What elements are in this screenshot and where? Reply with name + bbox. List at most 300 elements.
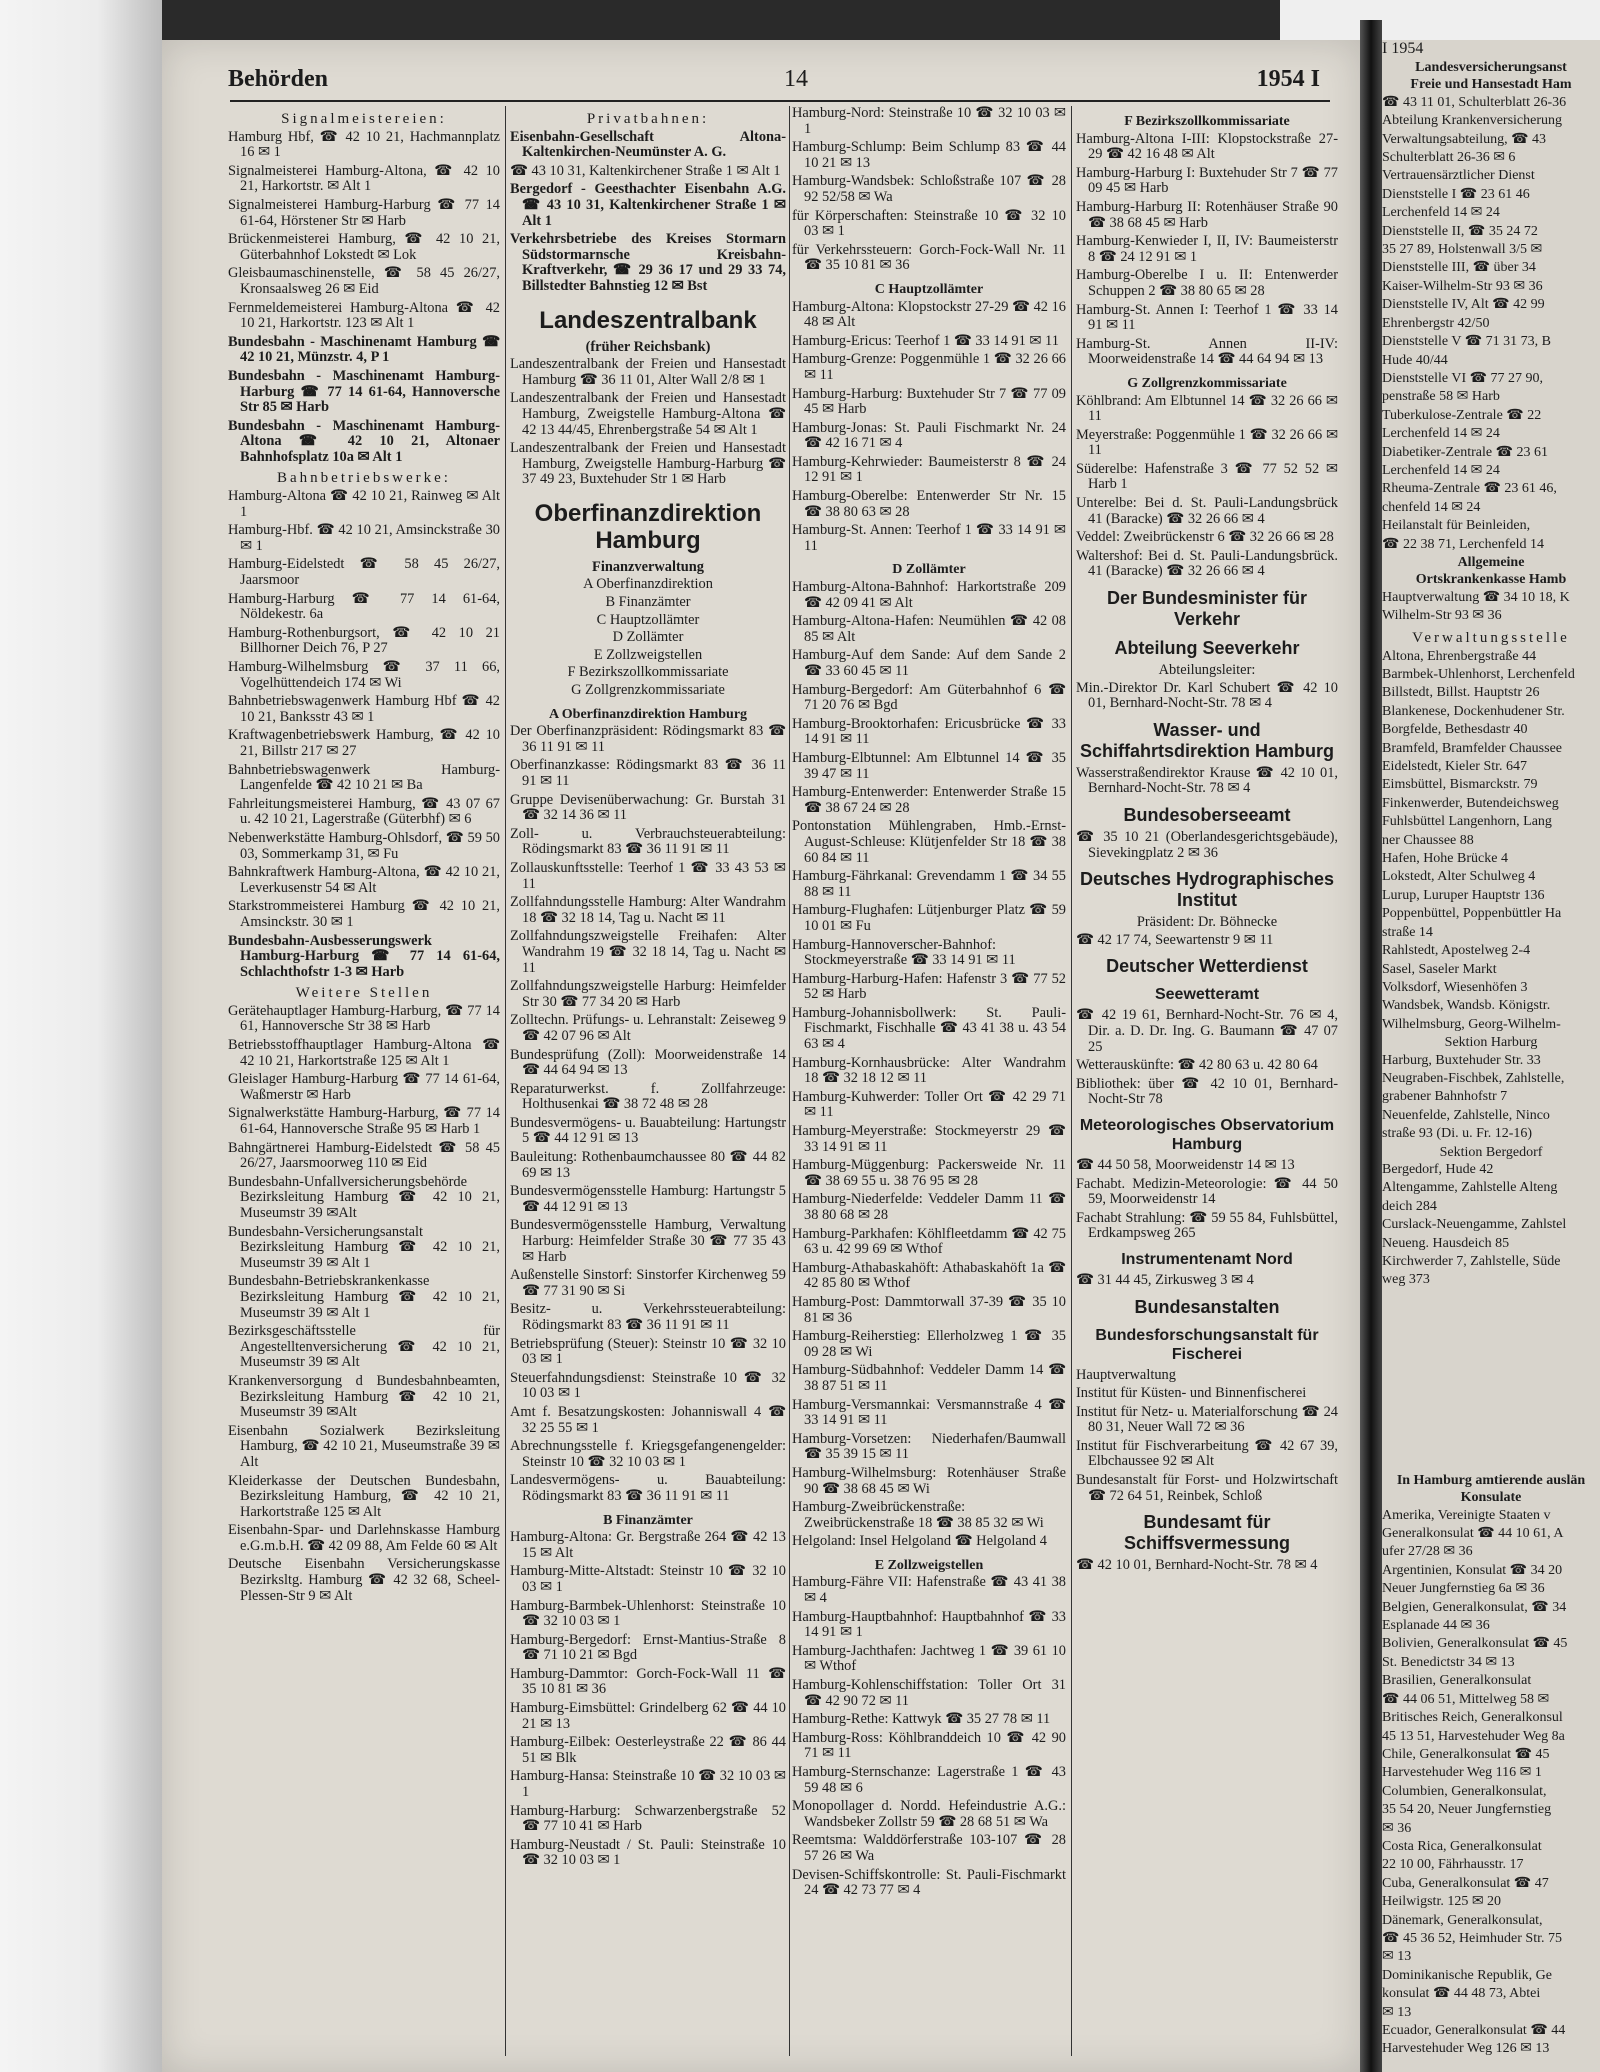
- directory-entry: Neugraben-Fischbek, Zahlstelle,: [1382, 1070, 1565, 1086]
- facing-page-header: I 1954: [1382, 40, 1424, 57]
- directory-entry: für Verkehrssteuern: Gorch-Fock-Wall Nr. 11 ☎ 35 10 81 ✉ 36: [792, 241, 1066, 274]
- directory-entry: Altona, Ehrenbergstraße 44: [1382, 648, 1537, 664]
- directory-entry: Dominikanische Republik, Ge: [1382, 1967, 1552, 1983]
- directory-entry: Hamburg-Eilbek: Oesterleystraße 22 ☎ 86 44 51 ✉ Blk: [510, 1734, 786, 1766]
- directory-entry: 22 10 00, Fährhausstr. 17: [1382, 1857, 1524, 1873]
- directory-entry: Zollfahndungszweigstelle Harburg: Heimfelder Str 30 ☎ 77 34 20 ✉ Harb: [510, 978, 786, 1010]
- directory-entry: Eisenbahn Sozialwerk Bezirksleitung Hamburg, ☎ 42 10 21, Museumstraße 39 ✉ Alt: [228, 1422, 500, 1470]
- directory-entry: ☎ 31 44 45, Zirkusweg 3 ✉ 4: [1076, 1271, 1254, 1288]
- directory-entry: Verwaltungsabteilung, ☎ 43: [1382, 131, 1547, 147]
- directory-entry: Fuhlsbüttel Langenhorn, Lang: [1382, 814, 1552, 830]
- directory-entry: Lerchenfeld 14 ✉ 24: [1382, 205, 1500, 221]
- directory-entry: Columbien, Generalkonsulat,: [1382, 1783, 1547, 1799]
- directory-entry: Hamburg-Meyerstraße: Stockmeyerstr 29 ☎ 33 14 91 ✉ 11: [792, 1123, 1066, 1155]
- directory-entry: Hamburg-Brooktorhafen: Ericusbrücke ☎ 33 14 91 ✉ 11: [792, 715, 1066, 748]
- directory-entry: Gleisbaumaschinenstelle, ☎ 58 45 26/27, Kronsaalsweg 26 ✉ Eid: [228, 265, 500, 297]
- directory-entry: Bezirksgeschäftsstelle für Angestelltenversicherung ☎ 42 10 21, Museumstr 39 ✉ Alt: [228, 1323, 500, 1371]
- directory-entry: ☎ 35 10 21 (Oberlandesgerichtsgebäude), Sievekingplatz 2 ✉ 36: [1076, 829, 1338, 861]
- directory-entry: Fernmeldemeisterei Hamburg-Altona ☎ 42 10 21, Harkortstr. 123 ✉ Alt 1: [228, 299, 500, 332]
- directory-entry: Bibliothek: über ☎ 42 10 01, Bernhard-Nocht-Str 78: [1076, 1075, 1338, 1108]
- directory-entry: Cuba, Generalkonsulat ☎ 47: [1382, 1875, 1549, 1891]
- directory-entry: Reemtsma: Walddörferstraße 103-107 ☎ 28 57 26 ✉ Wa: [792, 1832, 1066, 1864]
- institution-heading: Deutscher Wetterdienst: [1106, 956, 1308, 977]
- directory-entry: Kaiser-Wilhelm-Str 93 ✉ 36: [1382, 278, 1543, 294]
- directory-entry: ✉ 36: [1382, 1820, 1412, 1836]
- directory-entry: Poppenbüttel, Poppenbüttler Ha: [1382, 906, 1562, 922]
- directory-entry: Bramfeld, Bramfelder Chaussee: [1382, 740, 1562, 756]
- directory-entry: Deutsche Eisenbahn Versicherungskasse Bezirksltg. Hamburg ☎ 42 32 68, Scheel-Plessen-Str 9 ✉ Alt: [228, 1556, 500, 1604]
- centered-line: Präsident: Dr. Böhnecke: [1136, 914, 1278, 931]
- directory-entry: Hamburg-Schlump: Beim Schlump 83 ☎ 44 10 21 ✉ 13: [792, 139, 1066, 171]
- section-heading: Privatbahnen:: [586, 111, 710, 127]
- directory-entry: Hamburg-Hansa: Steinstraße 10 ☎ 32 10 03 ✉ 1: [510, 1768, 786, 1801]
- directory-entry: Hamburg-Jachthafen: Jachtweg 1 ☎ 39 61 10 ✉ Wthof: [792, 1642, 1066, 1675]
- directory-entry: Dienststelle IV, Alt ☎ 42 99: [1382, 297, 1545, 313]
- directory-entry: Barmbek-Uhlenhorst, Lerchenfeld: [1382, 667, 1575, 682]
- directory-entry: Hauptverwaltung ☎ 34 10 18, K: [1382, 589, 1570, 605]
- directory-entry: Zollfahndungsstelle Hamburg: Alter Wandrahm 18 ☎ 32 18 14, Tag u. Nacht ✉ 11: [510, 894, 786, 926]
- directory-entry: Pontonstation Mühlengraben, Hmb.-Ernst-August-Schleuse: Klütjenfelder Str 18 ☎ 38 60 84 ✉ 11: [792, 818, 1066, 866]
- section-heading: G Zollgrenzkommissariate: [1127, 375, 1287, 391]
- directory-entry: Argentinien, Konsulat ☎ 34 20: [1382, 1562, 1563, 1578]
- directory-entry: Hamburg-Hauptbahnhof: Hauptbahnhof ☎ 33 14 91 ✉ 1: [792, 1608, 1066, 1641]
- directory-entry: Hude 40/44: [1382, 352, 1448, 368]
- centered-heading: Konsulate: [1460, 1490, 1522, 1506]
- directory-entry: Monopollager d. Nordd. Hefeindustrie A.G.: Wandsbeker Zollstr 59 ☎ 28 68 51 ✉ Wa: [792, 1798, 1066, 1830]
- directory-entry: Schulterblatt 26-36 ✉ 6: [1382, 150, 1516, 166]
- directory-entry: Bahnbetriebswagenwerk Hamburg-Langenfelde ☎ 42 10 21 ✉ Ba: [228, 761, 500, 794]
- directory-entry: Blankenese, Dockenhudener Str.: [1382, 703, 1565, 719]
- directory-entry: Abrechnungsstelle f. Kriegsgefangenengelder: Steinstr 10 ☎ 32 10 03 ✉ 1: [510, 1438, 786, 1470]
- scan-background-left: [0, 0, 162, 2072]
- directory-entry: Generalkonsulat ☎ 44 10 61, A: [1382, 1526, 1564, 1542]
- directory-entry: Kirchwerder 7, Zahlstelle, Süde: [1382, 1254, 1561, 1269]
- directory-entry: Rahlstedt, Apostelweg 2-4: [1382, 943, 1531, 959]
- directory-entry: Chile, Generalkonsulat ☎ 45: [1382, 1746, 1550, 1762]
- directory-entry: Britisches Reich, Generalkonsul: [1382, 1710, 1563, 1726]
- centered-heading: (früher Reichsbank): [585, 338, 711, 355]
- centered-line: A Oberfinanzdirektion: [583, 576, 713, 593]
- facing-page-body: [1382, 60, 1600, 2057]
- institution-subheading: Seewetteramt: [1154, 986, 1260, 1004]
- directory-entry-bold: Bergedorf - Geesthachter Eisenbahn A.G. ☎ 43 10 31, Kaltenkirchener Straße 1 ✉ Alt 1: [510, 181, 786, 229]
- directory-entry: Hamburg-Kehrwieder: Baumeisterstr 8 ☎ 24 12 91 ✉ 1: [792, 453, 1066, 486]
- directory-entry: Signalmeisterei Hamburg-Altona, ☎ 42 10 21, Harkortstr. ✉ Alt 1: [228, 162, 500, 195]
- directory-entry: Hamburg-Müggenburg: Packersweide Nr. 11 ☎ 38 69 55 u. 38 76 95 ✉ 28: [792, 1157, 1066, 1189]
- centered-line: Sektion Bergedorf: [1439, 1144, 1543, 1160]
- running-title: Behörden: [228, 66, 329, 92]
- directory-entry: Hamburg-Ericus: Teerhof 1 ☎ 33 14 91 ✉ 11: [792, 332, 1059, 349]
- directory-entry: Hamburg-Kornhausbrücke: Alter Wandrahm 18 ☎ 32 18 12 ✉ 11: [792, 1054, 1066, 1087]
- centered-heading: Landesversicherungsanst: [1415, 60, 1567, 75]
- directory-entry: Kraftwagenbetriebswerk Hamburg, ☎ 42 10 21, Billstr 217 ✉ 27: [228, 727, 500, 759]
- directory-entry: Wetterauskünfte: ☎ 42 80 63 u. 42 80 64: [1076, 1057, 1318, 1074]
- directory-entry-bold: Eisenbahn-Gesellschaft Altona-Kaltenkirchen-Neumünster A. G.: [510, 128, 786, 161]
- directory-entry: deich 284: [1382, 1198, 1437, 1214]
- column-4-federal-agencies: [1076, 106, 1338, 2056]
- directory-entry: Hamburg Hbf, ☎ 42 10 21, Hachmannplatz 16 ✉ 1: [228, 128, 500, 161]
- header-rule: [230, 100, 1330, 102]
- centered-heading: Finanzverwaltung: [592, 558, 704, 575]
- directory-entry: Lurup, Luruper Hauptstr 136: [1382, 887, 1545, 903]
- directory-entry: ☎ 44 06 51, Mittelweg 58 ✉: [1382, 1691, 1550, 1707]
- directory-entry: Hamburg-Parkhafen: Köhlfleetdamm ☎ 42 75 63 u. 42 99 69 ✉ Wthof: [792, 1225, 1066, 1258]
- centered-heading: Allgemeine: [1457, 554, 1525, 570]
- directory-entry: Hamburg-Bergedorf: Am Güterbahnhof 6 ☎ 71 20 76 ✉ Bgd: [792, 681, 1066, 714]
- directory-entry: Wandsbek, Wandsb. Königstr.: [1382, 998, 1551, 1014]
- directory-entry: Hamburg-Wilhelmsburg: Rotenhäuser Straße 90 ☎ 38 68 45 ✉ Wi: [792, 1464, 1066, 1497]
- section-heading: F Bezirkszollkommissariate: [1124, 114, 1290, 129]
- directory-entry: Brückenmeisterei Hamburg, ☎ 42 10 21, Güterbahnhof Lokstedt ✉ Lok: [228, 231, 500, 263]
- page-number: 14: [784, 66, 808, 92]
- column-rule: [505, 106, 506, 2056]
- section-heading: C Hauptzollämter: [874, 281, 984, 297]
- directory-entry: Betriebsstoffhauptlager Hamburg-Altona ☎ 42 10 21, Harkortstraße 125 ✉ Alt 1: [228, 1037, 500, 1069]
- directory-entry: Wilhelm-Str 93 ✉ 36: [1382, 608, 1502, 624]
- directory-entry: Hamburg-Nord: Steinstraße 10 ☎ 32 10 03 ✉ 1: [792, 106, 1066, 137]
- directory-entry: Bahnkraftwerk Hamburg-Altona, ☎ 42 10 21, Leverkusenstr 54 ✉ Alt: [228, 864, 500, 896]
- directory-entry: Hamburg-Bergedorf: Ernst-Mantius-Straße 8 ☎ 71 10 21 ✉ Bgd: [510, 1631, 786, 1664]
- directory-entry: Esplanade 44 ✉ 36: [1382, 1618, 1490, 1634]
- section-heading: Weitere Stellen: [295, 985, 433, 1002]
- column-rule: [789, 106, 790, 2056]
- directory-entry: Hamburg-Altona: Gr. Bergstraße 264 ☎ 42 13 15 ✉ Alt: [510, 1529, 786, 1561]
- directory-entry: Borgfelde, Bethesdastr 40: [1382, 722, 1528, 738]
- directory-entry: Hamburg-Harburg: Buxtehuder Str 7 ☎ 77 09 45 ✉ Harb: [792, 385, 1066, 418]
- directory-entry: grabener Bahnhofstr 7: [1382, 1089, 1508, 1105]
- directory-entry: Bundesvermögensstelle Hamburg: Hartungstr 5 ☎ 44 12 91 ✉ 13: [510, 1183, 786, 1215]
- directory-entry: Hamburg-Eidelstedt ☎ 58 45 26/27, Jaarsmoor: [228, 556, 500, 589]
- column-rule: [1071, 106, 1072, 2056]
- directory-entry: Hamburg-Wilhelmsburg ☎ 37 11 66, Vogelhüttendeich 174 ✉ Wi: [228, 659, 500, 691]
- section-heading: E Zollzweigstellen: [874, 1557, 984, 1573]
- directory-entry-bold: Bundesbahn - Maschinenamt Hamburg-Altona ☎ 42 10 21, Altonaer Bahnhofsplatz 10a ✉ Alt 1: [228, 417, 500, 465]
- volume-year: 1954 I: [1256, 66, 1320, 92]
- directory-entry: Süderelbe: Hafenstraße 3 ☎ 77 52 52 ✉ Harb 1: [1076, 460, 1338, 493]
- directory-entry: Dienststelle VI ☎ 77 27 90,: [1382, 370, 1544, 386]
- directory-entry: Min.-Direktor Dr. Karl Schubert ☎ 42 10 01, Bernhard-Nocht-Str. 78 ✉ 4: [1076, 679, 1338, 712]
- directory-entry: Hamburg-Harburg I: Buxtehuder Str 7 ☎ 77 09 45 ✉ Harb: [1076, 164, 1338, 197]
- blank-space: [1382, 1291, 1600, 1471]
- directory-entry: straße 93 (Di. u. Fr. 12-16): [1382, 1126, 1533, 1142]
- directory-entry-bold: Bundesbahn-Ausbesserungswerk Hamburg-Harburg ☎ 77 14 61-64, Schlachthofstr 1-3 ✉ Harb: [228, 932, 500, 980]
- directory-entry: Devisen-Schiffskontrolle: St. Pauli-Fischmarkt 24 ☎ 42 73 77 ✉ 4: [792, 1866, 1066, 1899]
- directory-entry: Fahrleitungsmeisterei Hamburg, ☎ 43 07 67 u. 42 10 21, Lagerstraße (Güterbhf) ✉ 6: [228, 795, 500, 828]
- directory-entry: Dienststelle V ☎ 71 31 73, B: [1382, 334, 1551, 350]
- directory-entry: Harburg, Buxtehuder Str. 33: [1382, 1052, 1541, 1068]
- directory-entry: Institut für Fischverarbeitung ☎ 42 67 39, Elbchaussee 92 ✉ Alt: [1076, 1437, 1338, 1470]
- directory-entry: Hamburg-Hbf. ☎ 42 10 21, Amsinckstraße 30 ✉ 1: [228, 522, 500, 554]
- directory-entry: ufer 27/28 ✉ 36: [1382, 1544, 1473, 1560]
- directory-entry: Hamburg-Harburg-Hafen: Hafenstr 3 ☎ 77 52 52 ✉ Harb: [792, 970, 1066, 1003]
- directory-entry: Dienststelle II, ☎ 35 24 72: [1382, 223, 1538, 239]
- directory-entry: Hamburg-Altona I-III: Klopstockstraße 27-29 ☎ 42 16 48 ✉ Alt: [1076, 130, 1338, 163]
- directory-entry: Hamburg-Entenwerder: Entenwerder Straße 15 ☎ 38 67 24 ✉ 28: [792, 784, 1066, 816]
- directory-entry: Gerätehauptlager Hamburg-Harburg, ☎ 77 14 61, Hannoversche Str 38 ✉ Harb: [228, 1002, 500, 1035]
- directory-entry: Kleiderkasse der Deutschen Bundesbahn, Bezirksleitung Hamburg, ☎ 42 10 21, Harkortstraße 125 ✉ Alt: [228, 1472, 500, 1520]
- directory-entry: Steuerfahndungsdienst: Steinstraße 10 ☎ 32 10 03 ✉ 1: [510, 1369, 786, 1402]
- directory-entry: Neuer Jungfernstieg 6a ✉ 36: [1382, 1581, 1545, 1597]
- directory-entry: Hamburg-Grenze: Poggenmühle 1 ☎ 32 26 66 ✉ 11: [792, 351, 1066, 383]
- directory-entry: Hamburg-Oberelbe I u. II: Entenwerder Schuppen 2 ☎ 38 80 65 ✉ 28: [1076, 267, 1338, 299]
- centered-heading: In Hamburg amtierende auslän: [1396, 1472, 1586, 1488]
- directory-entry: ☎ 42 19 61, Bernhard-Nocht-Str. 76 ✉ 4, Dir. a. D. Dr. Ing. G. Baumann ☎ 47 07 25: [1076, 1007, 1338, 1055]
- directory-entry: Hamburg-Altona-Hafen: Neumühlen ☎ 42 08 85 ✉ Alt: [792, 613, 1066, 645]
- directory-entry: Diabetiker-Zentrale ☎ 23 61: [1382, 444, 1549, 460]
- directory-entry: Lerchenfeld 14 ✉ 24: [1382, 462, 1500, 478]
- directory-entry: ☎ 22 38 71, Lerchenfeld 14: [1382, 536, 1545, 552]
- section-heading: Bahnbetriebswerke:: [277, 470, 451, 487]
- directory-entry: Eisenbahn-Spar- und Darlehnskasse Hamburg e.G.m.b.H. ☎ 42 09 88, Am Felde 60 ✉ Alt: [228, 1522, 500, 1554]
- column-2-finance: [510, 106, 786, 2056]
- directory-entry: konsulat ☎ 44 48 73, Abtei: [1382, 1986, 1541, 2002]
- directory-entry: Oberfinanzkasse: Rödingsmarkt 83 ☎ 36 11 91 ✉ 11: [510, 757, 786, 789]
- book-gutter: [1360, 20, 1382, 2072]
- directory-entry: Unterelbe: Bei d. St. Pauli-Landungsbrück 41 (Baracke) ☎ 32 26 66 ✉ 4: [1076, 495, 1338, 527]
- directory-entry: 45 13 51, Harvestehuder Weg 8a: [1382, 1728, 1565, 1744]
- directory-entry: Waltershof: Bei d. St. Pauli-Landungsbrück. 41 (Baracke) ☎ 32 26 66 ✉ 4: [1076, 547, 1338, 580]
- directory-entry: Neuenfelde, Zahlstelle, Ninco: [1382, 1107, 1550, 1123]
- directory-entry: Hamburg-Sternschanze: Lagerstraße 1 ☎ 43 59 48 ✉ 6: [792, 1764, 1066, 1796]
- section-heading: Verwaltungsstelle: [1412, 629, 1570, 646]
- directory-entry: Bauleitung: Rothenbaumchaussee 80 ☎ 44 82 69 ✉ 13: [510, 1149, 786, 1181]
- directory-entry: Hamburg-Altona ☎ 42 10 21, Rainweg ✉ Alt 1: [228, 488, 500, 520]
- institution-heading: Deutsches Hydrographisches Institut: [1079, 869, 1335, 911]
- directory-entry: Hamburg-Fähre VII: Hafenstraße ☎ 43 41 38 ✉ 4: [792, 1574, 1066, 1607]
- directory-entry: Wasserstraßendirektor Krause ☎ 42 10 01, Bernhard-Nocht-Str. 78 ✉ 4: [1076, 764, 1338, 797]
- directory-entry: Altengamme, Zahlstelle Alteng: [1382, 1180, 1558, 1196]
- institution-heading: Bundesamt für Schiffsvermessung: [1123, 1512, 1291, 1554]
- directory-entry: Heilwigstr. 125 ✉ 20: [1382, 1894, 1502, 1910]
- centered-line: G Zollgrenzkommissariate: [571, 682, 725, 699]
- directory-entry: Hamburg-Altona-Bahnhof: Harkortstraße 209 ☎ 42 09 41 ✉ Alt: [792, 579, 1066, 611]
- directory-entry: Sasel, Saseler Markt: [1382, 961, 1497, 977]
- directory-entry: Tuberkulose-Zentrale ☎ 22: [1382, 407, 1542, 423]
- directory-entry: ☎ 43 10 31, Kaltenkirchener Straße 1 ✉ Alt 1: [510, 162, 781, 179]
- institution-heading: Oberfinanzdirektion Hamburg: [534, 499, 762, 554]
- directory-entry: Hamburg-Kuhwerder: Toller Ort ☎ 42 29 71 ✉ 11: [792, 1088, 1066, 1121]
- directory-entry: Ecuador, Generalkonsulat ☎ 44: [1382, 2023, 1566, 2038]
- centered-line: E Zollzweigstellen: [593, 646, 703, 663]
- directory-entry: Signalwerkstätte Hamburg-Harburg, ☎ 77 14 61-64, Hannoversche Straße 95 ✉ Harb 1: [228, 1105, 500, 1138]
- directory-entry: Hamburg-Jonas: St. Pauli Fischmarkt Nr. 24 ☎ 42 16 71 ✉ 4: [792, 419, 1066, 452]
- directory-entry: Hamburg-Athabaskahöft: Athabaskahöft 1a ☎ 42 85 80 ✉ Wthof: [792, 1259, 1066, 1292]
- directory-entry: Hamburg-Hannoverscher-Bahnhof: Stockmeyerstraße ☎ 33 14 91 ✉ 11: [792, 936, 1016, 969]
- section-heading: A Oberfinanzdirektion Hamburg: [548, 706, 748, 722]
- directory-entry: Hamburg-Versmannkai: Versmannstraße 4 ☎ 33 14 91 ✉ 11: [792, 1396, 1066, 1429]
- directory-entry: ✉ 13: [1382, 2004, 1412, 2020]
- directory-entry: Vertrauensärztlicher Dienst: [1382, 168, 1535, 184]
- page-header: [178, 66, 1346, 102]
- centered-line: B Finanzämter: [605, 594, 691, 611]
- directory-entry: Veddel: Zweibrückenstr 6 ☎ 32 26 66 ✉ 28: [1076, 529, 1334, 546]
- institution-subheading: Bundesforschungsanstalt für Fischerei: [1095, 1326, 1319, 1363]
- centered-line: F Bezirkszollkommissariate: [567, 664, 729, 681]
- directory-entry: Hamburg-Südbahnhof: Veddeler Damm 14 ☎ 38 87 51 ✉ 11: [792, 1362, 1066, 1394]
- directory-entry: Ehrenbergstr 42/50: [1382, 315, 1490, 331]
- directory-entry: Hamburg-Oberelbe: Entenwerder Str Nr. 15 ☎ 38 80 63 ✉ 28: [792, 488, 1066, 520]
- directory-entry: Hamburg-Barmbek-Uhlenhorst: Steinstraße 10 ☎ 32 10 03 ✉ 1: [510, 1597, 786, 1630]
- directory-entry: Amt f. Besatzungskosten: Johanniswall 4 ☎ 32 25 55 ✉ 1: [510, 1403, 786, 1436]
- directory-entry: Bahngärtnerei Hamburg-Eidelstedt ☎ 58 45 26/27, Jaarsmoorweg 110 ✉ Eid: [228, 1139, 500, 1172]
- directory-entry: Der Oberfinanzpräsident: Rödingsmarkt 83 ☎ 36 11 91 ✉ 11: [510, 723, 786, 755]
- directory-entry: Hamburg-Harburg: Schwarzenbergstraße 52 ☎ 77 10 41 ✉ Harb: [510, 1802, 786, 1835]
- directory-entry: Hamburg-Post: Dammtorwall 37-39 ☎ 35 10 81 ✉ 36: [792, 1293, 1066, 1326]
- directory-entry: Hamburg-Flughafen: Lütjenburger Platz ☎ 59 10 01 ✉ Fu: [792, 902, 1066, 934]
- scan-background-top: [1280, 0, 1600, 40]
- directory-entry: Belgien, Generalkonsulat, ☎ 34: [1382, 1599, 1567, 1615]
- institution-subheading: Meteorologisches Observatorium Hamburg: [1079, 1116, 1335, 1153]
- directory-entry: Hamburg-Rothenburgsort, ☎ 42 10 21 Billhorner Deich 76, P 27: [228, 624, 500, 657]
- directory-entry: Hamburg-Harburg II: Rotenhäuser Straße 90 ☎ 38 68 45 ✉ Harb: [1076, 198, 1338, 231]
- directory-entry: 35 54 20, Neuer Jungfernstieg: [1382, 1802, 1552, 1818]
- directory-entry: Rheuma-Zentrale ☎ 23 61 46,: [1382, 481, 1557, 497]
- directory-entry: Fachabt. Medizin-Meteorologie: ☎ 44 50 59, Moorweidenstr 14: [1076, 1175, 1338, 1208]
- directory-entry: Hamburg-Neustadt / St. Pauli: Steinstraße 10 ☎ 32 10 03 ✉ 1: [510, 1836, 786, 1869]
- directory-entry: Hauptverwaltung: [1076, 1366, 1176, 1383]
- directory-entry: Hamburg-Auf dem Sande: Auf dem Sande 2 ☎ 33 60 45 ✉ 11: [792, 647, 1066, 679]
- directory-entry: Harvestehuder Weg 126 ✉ 13: [1382, 2041, 1550, 2057]
- directory-entry: Hamburg-Altona: Klopstockstr 27-29 ☎ 42 16 48 ✉ Alt: [792, 298, 1066, 331]
- directory-entry: Bundesanstalt für Forst- und Holzwirtschaft ☎ 72 64 51, Reinbek, Schloß: [1076, 1472, 1338, 1504]
- section-heading: Signalmeistereien:: [281, 111, 447, 127]
- section-heading: B Finanzämter: [603, 1512, 693, 1528]
- directory-entry: Hamburg-Kohlenschiffstation: Toller Ort 31 ☎ 42 90 72 ✉ 11: [792, 1677, 1066, 1709]
- directory-entry: Hamburg-Vorsetzen: Niederhafen/Baumwall ☎ 35 39 15 ✉ 11: [792, 1430, 1066, 1463]
- directory-entry: Krankenversorgung d Bundesbahnbeamten, Bezirksleitung Hamburg ☎ 42 10 21, Museumstr 39 ✉Alt: [228, 1372, 500, 1421]
- directory-entry: ☎ 45 36 52, Heimhuder Str. 75: [1382, 1930, 1562, 1946]
- directory-entry: Hamburg-Zweibrückenstraße: Zweibrückenstraße 18 ☎ 38 85 32 ✉ Wi: [792, 1499, 1044, 1531]
- directory-entry: Amerika, Vereinigte Staaten v: [1382, 1507, 1551, 1523]
- directory-entry: Bolivien, Generalkonsulat ☎ 45: [1382, 1636, 1568, 1652]
- directory-entry: Volksdorf, Wiesenhöfen 3: [1382, 979, 1528, 995]
- directory-entry: Hamburg-Reiherstieg: Ellerholzweg 1 ☎ 35 09 28 ✉ Wi: [792, 1328, 1066, 1360]
- directory-entry: Hamburg-Harburg ☎ 77 14 61-64, Nöldekestr. 6a: [228, 590, 500, 623]
- institution-heading: Wasser- und Schiffahrtsdirektion Hamburg: [1079, 719, 1335, 761]
- directory-entry: Bundesvermögensstelle Hamburg, Verwaltung Harburg: Heimfelder Straße 30 ☎ 77 35 43 ✉ Harb: [510, 1217, 786, 1265]
- directory-entry: Hamburg-St. Annen: Teerhof 1 ☎ 33 14 91 ✉ 11: [792, 522, 1066, 554]
- directory-entry: Heilanstalt für Beinleiden,: [1382, 518, 1531, 534]
- directory-entry: Finkenwerder, Butendeichsweg: [1382, 795, 1559, 811]
- directory-entry-bold: Bundesbahn - Maschinenamt Hamburg ☎ 42 10 21, Münzstr. 4, P 1: [228, 333, 500, 366]
- centered-line: C Hauptzollämter: [596, 611, 700, 628]
- directory-entry: Nebenwerkstätte Hamburg-Ohlsdorf, ☎ 59 50 03, Sommerkamp 31, ✉ Fu: [228, 829, 500, 862]
- directory-entry: Harvestehuder Weg 116 ✉ 1: [1382, 1765, 1542, 1781]
- directory-entry: Gleislager Hamburg-Harburg ☎ 77 14 61-64, Waßmerstr ✉ Harb: [228, 1071, 500, 1103]
- directory-entry: Hamburg-Eimsbüttel: Grindelberg 62 ☎ 44 10 21 ✉ 13: [510, 1700, 786, 1732]
- centered-line: Sektion Harburg: [1444, 1035, 1538, 1051]
- directory-entry: ✉ 13: [1382, 1949, 1412, 1965]
- directory-entry: Hafen, Hohe Brücke 4: [1382, 851, 1508, 867]
- directory-entry: Landeszentralbank der Freien und Hansestadt Hamburg, Zweigstelle Hamburg-Harburg ☎ 37 49 23, Buxtehuder Str 1 ✉ Harb: [510, 440, 786, 488]
- directory-entry: Hamburg-Rethe: Kattwyk ☎ 35 27 78 ✉ 11: [792, 1711, 1051, 1728]
- directory-entry: Besitz- u. Verkehrssteuerabteilung: Rödingsmarkt 83 ☎ 36 11 91 ✉ 11: [510, 1301, 786, 1333]
- directory-entry: Landeszentralbank der Freien und Hansestadt Hamburg, Zweigstelle Hamburg-Altona ☎ 42 13 44/45, Ehrenbergstraße 54 ✉ Alt 1: [510, 390, 786, 438]
- directory-entry: Eimsbüttel, Bismarckstr. 79: [1382, 777, 1538, 793]
- directory-entry: Landesvermögens- u. Bauabteilung: Rödingsmarkt 83 ☎ 36 11 91 ✉ 11: [510, 1472, 786, 1504]
- directory-entry: Neueng. Hausdeich 85: [1382, 1235, 1510, 1251]
- directory-entry: Wilhelmsburg, Georg-Wilhelm-: [1382, 1016, 1561, 1032]
- directory-entry: Abteilung Krankenversicherung: [1382, 113, 1562, 129]
- institution-subheading: Instrumentenamt Nord: [1121, 1250, 1293, 1268]
- directory-entry: Bergedorf, Hude 42: [1382, 1161, 1494, 1177]
- directory-entry: für Körperschaften: Steinstraße 10 ☎ 32 10 03 ✉ 1: [792, 207, 1066, 240]
- institution-heading: Abteilung Seeverkehr: [1114, 638, 1300, 659]
- directory-entry: straße 14: [1382, 924, 1433, 940]
- column-3-customs: [792, 106, 1066, 2056]
- directory-entry: Betriebsprüfung (Steuer): Steinstr 10 ☎ 32 10 03 ✉ 1: [510, 1335, 786, 1368]
- directory-entry: ☎ 42 17 74, Seewartenstr 9 ✉ 11: [1076, 931, 1274, 948]
- directory-entry: penstraße 58 ✉ Harb: [1382, 389, 1500, 405]
- directory-entry: Hamburg-Fährkanal: Grevendamm 1 ☎ 34 55 88 ✉ 11: [792, 868, 1066, 900]
- directory-entry: Bundesbahn-Unfallversicherungsbehörde Bezirksleitung Hamburg ☎ 42 10 21, Museumstr 39 ✉Alt: [228, 1173, 500, 1221]
- section-heading: D Zollämter: [892, 562, 966, 578]
- directory-entry: ☎ 43 11 01, Schulterblatt 26-36: [1382, 94, 1567, 110]
- centered-heading: Freie und Hansestadt Ham: [1410, 77, 1572, 93]
- directory-entry: Hamburg-Elbtunnel: Am Elbtunnel 14 ☎ 35 39 47 ✉ 11: [792, 749, 1066, 782]
- directory-entry: weg 373: [1382, 1272, 1430, 1288]
- centered-heading: Ortskrankenkasse Hamb: [1415, 572, 1567, 588]
- directory-entry: Hamburg-Mitte-Altstadt: Steinstr 10 ☎ 32 10 03 ✉ 1: [510, 1563, 786, 1595]
- centered-line: Abteilungsleiter:: [1158, 662, 1256, 679]
- directory-entry: Bundesbahn-Versicherungsanstalt Bezirksleitung Hamburg ☎ 42 10 21, Museumstr 39 ✉ Alt 1: [228, 1223, 500, 1271]
- directory-entry: Außenstelle Sinstorf: Sinstorfer Kirchenweg 59 ☎ 77 31 90 ✉ Si: [510, 1267, 786, 1299]
- directory-entry: Dänemark, Generalkonsulat,: [1382, 1912, 1543, 1928]
- directory-entry: Hamburg-Wandsbek: Schloßstraße 107 ☎ 28 92 52/58 ✉ Wa: [792, 173, 1066, 205]
- directory-entry: 35 27 89, Holstenwall 3/5 ✉: [1382, 242, 1543, 258]
- directory-entry: Curslack-Neuengamme, Zahlstel: [1382, 1217, 1567, 1233]
- directory-entry: Dienststelle I ☎ 23 61 46: [1382, 186, 1530, 202]
- directory-entry-bold: Verkehrsbetriebe des Kreises Stormarn Südstormarnsche Kreisbahn-Kraftverkehr, ☎ 29 36 17 und 29 33 74, Billstedter Bahnstieg 12 ✉ Bst: [510, 231, 786, 294]
- directory-entry: Bundesvermögens- u. Bauabteilung: Hartungstr 5 ☎ 44 12 91 ✉ 13: [510, 1114, 786, 1147]
- directory-entry: Zollfahndungszweigstelle Freihafen: Alter Wandrahm 19 ☎ 32 18 14, Tag u. Nacht ✉ 11: [510, 928, 786, 976]
- directory-entry: Landeszentralbank der Freien und Hansestadt Hamburg ☎ 36 11 01, Alter Wall 2/8 ✉ 1: [510, 356, 786, 388]
- centered-line: D Zollämter: [612, 629, 684, 646]
- directory-entry: Hamburg-St. Annen II-IV: Moorweidenstraße 14 ☎ 44 64 94 ✉ 13: [1076, 335, 1338, 368]
- directory-entry: Bundesbahn-Betriebskrankenkasse Bezirksleitung Hamburg ☎ 42 10 21, Museumstr 39 ✉ Alt 1: [228, 1273, 500, 1321]
- directory-entry: Meyerstraße: Poggenmühle 1 ☎ 32 26 66 ✉ 11: [1076, 426, 1338, 459]
- directory-entry: Gruppe Devisenüberwachung: Gr. Burstah 31 ☎ 32 14 36 ✉ 11: [510, 791, 786, 824]
- directory-entry: Lokstedt, Alter Schulweg 4: [1382, 869, 1536, 885]
- directory-entry: Hamburg-Niederfelde: Veddeler Damm 11 ☎ 38 80 68 ✉ 28: [792, 1191, 1066, 1223]
- directory-entry: Institut für Netz- u. Materialforschung ☎ 24 80 31, Neuer Wall 72 ✉ 36: [1076, 1403, 1338, 1436]
- directory-entry-bold: Bundesbahn - Maschinenamt Hamburg-Harburg ☎ 77 14 61-64, Hannoversche Str 85 ✉ Harb: [228, 367, 500, 416]
- institution-heading: Landeszentralbank: [539, 306, 757, 334]
- directory-entry: Zollauskunftsstelle: Teerhof 1 ☎ 33 43 53 ✉ 11: [510, 859, 786, 892]
- directory-entry: St. Benedictstr 34 ✉ 13: [1382, 1654, 1515, 1670]
- directory-entry: Hamburg-St. Annen I: Teerhof 1 ☎ 33 14 91 ✉ 11: [1076, 301, 1338, 334]
- directory-entry: Signalmeisterei Hamburg-Harburg ☎ 77 14 61-64, Hörstener Str ✉ Harb: [228, 196, 500, 229]
- directory-entry: Zoll- u. Verbrauchsteuerabteilung: Rödingsmarkt 83 ☎ 36 11 91 ✉ 11: [510, 825, 786, 858]
- directory-entry: ☎ 42 10 01, Bernhard-Nocht-Str. 78 ✉ 4: [1076, 1557, 1318, 1574]
- directory-entry: ☎ 44 50 58, Moorweidenstr 14 ✉ 13: [1076, 1156, 1295, 1173]
- directory-entry: Institut für Küsten- und Binnenfischerei: [1076, 1385, 1307, 1402]
- directory-entry: Köhlbrand: Am Elbtunnel 14 ☎ 32 26 66 ✉ 11: [1076, 392, 1338, 425]
- directory-entry: Bahnbetriebswagenwerk Hamburg Hbf ☎ 42 10 21, Banksstr 43 ✉ 1: [228, 693, 500, 725]
- directory-entry: Hamburg-Kenwieder I, II, IV: Baumeisterstr 8 ☎ 24 12 91 ✉ 1: [1076, 233, 1338, 265]
- directory-entry: Costa Rica, Generalkonsulat: [1382, 1838, 1542, 1854]
- directory-entry: Hamburg-Johannisbollwerk: St. Pauli-Fischmarkt, Fischhalle ☎ 43 41 38 u. 43 54 63 ✉ 4: [792, 1004, 1066, 1053]
- directory-entry: Lerchenfeld 14 ✉ 24: [1382, 426, 1500, 442]
- directory-entry: Hamburg-Ross: Köhlbranddeich 10 ☎ 42 90 71 ✉ 11: [792, 1729, 1066, 1762]
- institution-heading: Der Bundesminister für Verkehr: [1106, 588, 1308, 630]
- directory-entry: Billstedt, Billst. Hauptstr 26: [1382, 685, 1540, 701]
- column-1-railway: [228, 106, 500, 2056]
- directory-entry: Eidelstedt, Kieler Str. 647: [1382, 759, 1528, 775]
- directory-entry: Bundesprüfung (Zoll): Moorweidenstraße 14 ☎ 44 64 94 ✉ 13: [510, 1046, 786, 1079]
- directory-entry: Brasilien, Generalkonsulat: [1382, 1673, 1532, 1689]
- directory-entry: ner Chaussee 88: [1382, 832, 1474, 848]
